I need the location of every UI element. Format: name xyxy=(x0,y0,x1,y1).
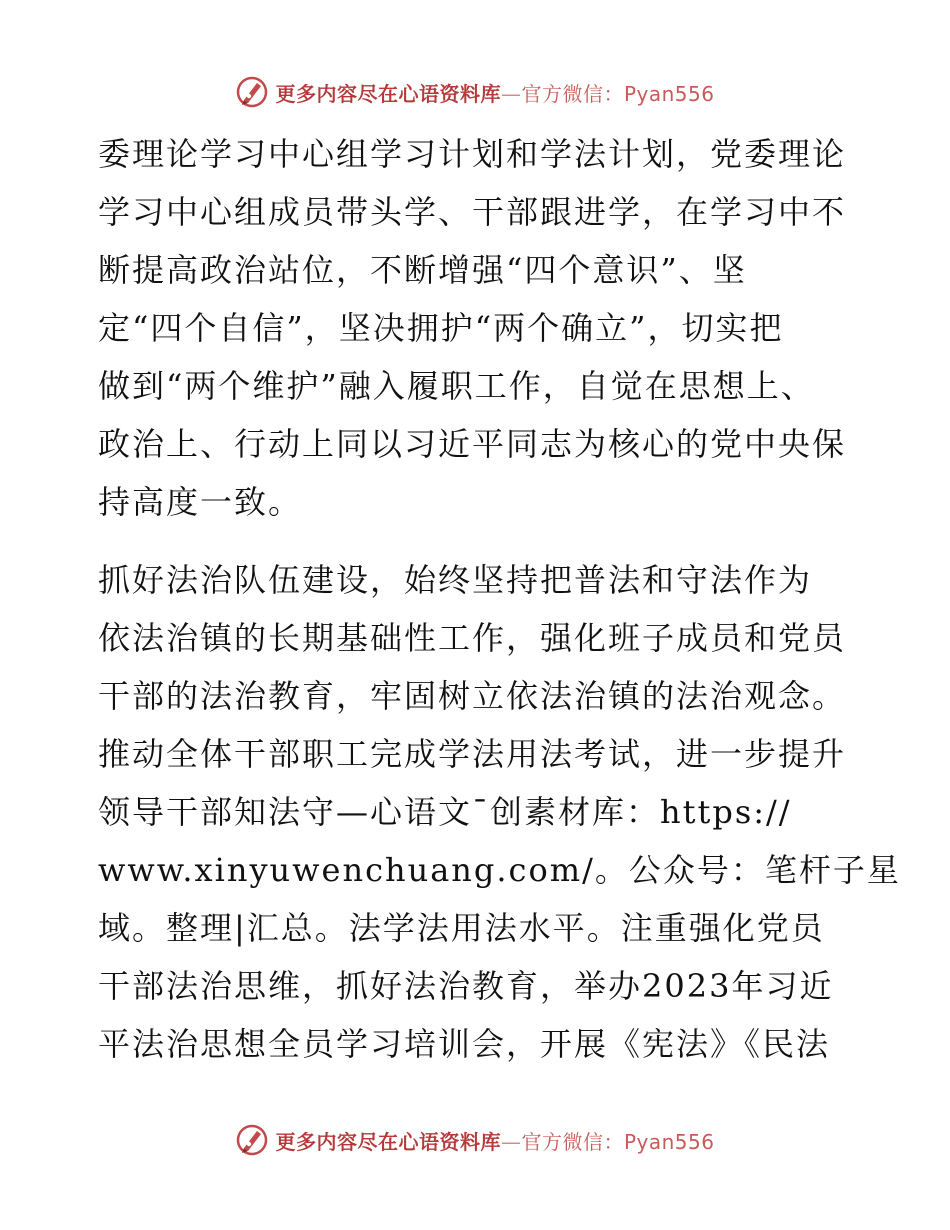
text-line: 持高度一致。 xyxy=(98,483,303,521)
pen-logo-icon xyxy=(235,75,269,109)
text-line: www.xinyuwenchuang.com/。公众号：笔杆子星 xyxy=(98,851,901,889)
text-line: 做到“两个维护”融入履职工作，自觉在思想上、 xyxy=(98,367,815,405)
text-line: 委理论学习中心组学习计划和学法计划，党委理论 xyxy=(98,135,847,173)
text-line: 平法治思想全员学习培训会，开展《宪法》《民法 xyxy=(98,1025,831,1063)
header-wechat-text: 官方微信：Pyan556 xyxy=(521,81,715,106)
footer-banner xyxy=(0,1120,950,1160)
text-line: 领导干部知法守—心语文¯创素材库：https:// xyxy=(98,793,792,831)
header-dash: — xyxy=(500,81,522,106)
document-body xyxy=(98,125,901,1073)
text-line: 抓好法治队伍建设，始终坚持把普法和守法作为 xyxy=(98,561,813,599)
footer-wechat-text: 官方微信：Pyan556 xyxy=(521,1129,715,1154)
footer-banner-text xyxy=(275,1126,714,1155)
header-banner xyxy=(0,72,950,112)
paragraph-1 xyxy=(98,125,858,531)
text-line: 政治上、行动上同以习近平同志为核心的党中央保 xyxy=(98,425,847,463)
text-line: 学习中心组成员带头学、干部跟进学，在学习中不 xyxy=(98,193,847,231)
pen-logo-icon xyxy=(235,1123,269,1157)
text-line: 干部的法治教育，牢固树立依法治镇的法治观念。 xyxy=(98,677,847,715)
text-line: 干部法治思维，抓好法治教育，举办2023年习近 xyxy=(98,967,834,1005)
text-line: 推动全体干部职工完成学法用法考试，进一步提升 xyxy=(98,735,847,773)
text-line: 断提高政治站位，不断增强“四个意识”、坚 xyxy=(98,251,747,289)
header-brand-text: 更多内容尽在心语资料库 xyxy=(275,81,501,106)
paragraph-gap xyxy=(98,531,858,551)
text-line: 依法治镇的长期基础性工作，强化班子成员和党员 xyxy=(98,619,847,657)
footer-brand-text: 更多内容尽在心语资料库 xyxy=(275,1129,501,1154)
footer-dash: — xyxy=(500,1129,522,1154)
header-banner-text xyxy=(275,78,714,107)
text-line: 域。整理|汇总。法学法用法水平。注重强化党员 xyxy=(98,909,825,947)
text-line: 定“四个自信”，坚决拥护“两个确立”，切实把 xyxy=(98,309,784,347)
paragraph-2 xyxy=(98,551,901,1073)
